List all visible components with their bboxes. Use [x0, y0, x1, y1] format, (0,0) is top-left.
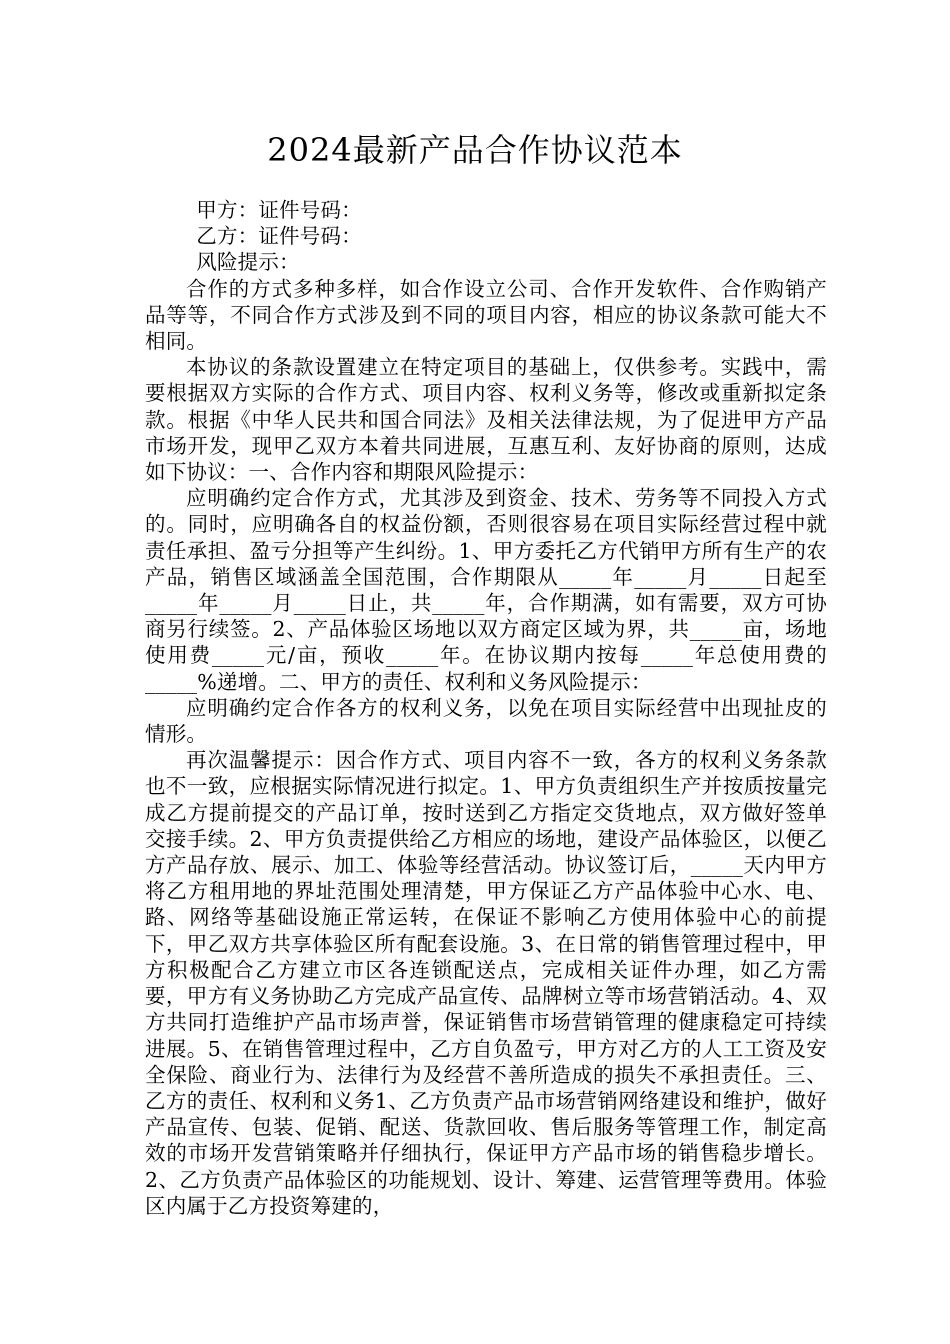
document-body [145, 197, 827, 1219]
risk-notice-heading: 风险提示： [196, 250, 300, 275]
paragraph-rights-obligations: 应明确约定合作各方的权利义务，以免在项目实际经营中出现扯皮的情形。 [145, 695, 827, 747]
document-title: 2024最新产品合作协议范本 [267, 131, 683, 169]
paragraph-cooperation-terms: 应明确约定合作方式，尤其涉及到资金、技术、劳务等不同投入方式的。同时，应明确各自的权益份额，否则很容易在项目实际经营过程中就责任承担、盈亏分担等产生纠纷。1、甲方委托乙方代销甲方所有生产的农产品，销售区域涵盖全国范围，合作期限从_____年_____月_____日起至_____年_____月_____日止，共_____年，合作期满，如有需要，双方可协商另行续签。2、产品体验区场地以双方商定区域为界，共_____亩，场地使用费_____元/亩，预收_____年。在协议期内按每_____年总使用费的_____%递增。二、甲方的责任、权利和义务风险提示： [145, 486, 827, 694]
paragraph-agreement-basis: 本协议的条款设置建立在特定项目的基础上，仅供参考。实践中，需要根据双方实际的合作方式、项目内容、权利义务等，修改或重新拟定条款。根据《中华人民共和国合同法》及相关法律法规，为了促进甲方产品市场开发，现甲乙双方本着共同进展，互惠互利、友好协商的原则，达成如下协议：一、合作内容和期限风险提示： [145, 355, 827, 485]
party-b-line: 乙方：证件号码： [196, 224, 362, 249]
paragraph-cooperation-methods: 合作的方式多种多样，如合作设立公司、合作开发软件、合作购销产品等等，不同合作方式涉及到不同的项目内容，相应的协议条款可能大不相同。 [145, 276, 827, 354]
party-a-line: 甲方：证件号码： [196, 198, 362, 222]
paragraph-responsibilities: 再次温馨提示：因合作方式、项目内容不一致，各方的权利义务条款也不一致，应根据实际情况进行拟定。1、甲方负责组织生产并按质按量完成乙方提前提交的产品订单，按时送到乙方指定交货地点，双方做好签单交接手续。2、甲方负责提供给乙方相应的场地，建设产品体验区，以便乙方产品存放、展示、加工、体验等经营活动。协议签订后，_____天内甲方将乙方租用地的界址范围处理清楚，甲方保证乙方产品体验中心水、电、路、网络等基础设施正常运转，在保证不影响乙方使用体验中心的前提下，甲乙双方共享体验区所有配套设施。3、在日常的销售管理过程中，甲方积极配合乙方建立市区各连锁配送点，完成相关证件办理，如乙方需要，甲方有义务协助乙方完成产品宣传、品牌树立等市场营销活动。4、双方共同打造维护产品市场声誉，保证销售市场营销管理的健康稳定可持续进展。5、在销售管理过程中，乙方自负盈亏，甲方对乙方的人工工资及安全保险、商业行为、法律行为及经营不善所造成的损失不承担责任。三、乙方的责任、权利和义务1、乙方负责产品市场营销网络建设和维护，做好产品宣传、包装、促销、配送、货款回收、售后服务等管理工作，制定高效的市场开发营销策略并仔细执行，保证甲方产品市场的销售稳步增长。2、乙方负责产品体验区的功能规划、设计、筹建、运营管理等费用。体验区内属于乙方投资筹建的， [145, 748, 827, 1218]
